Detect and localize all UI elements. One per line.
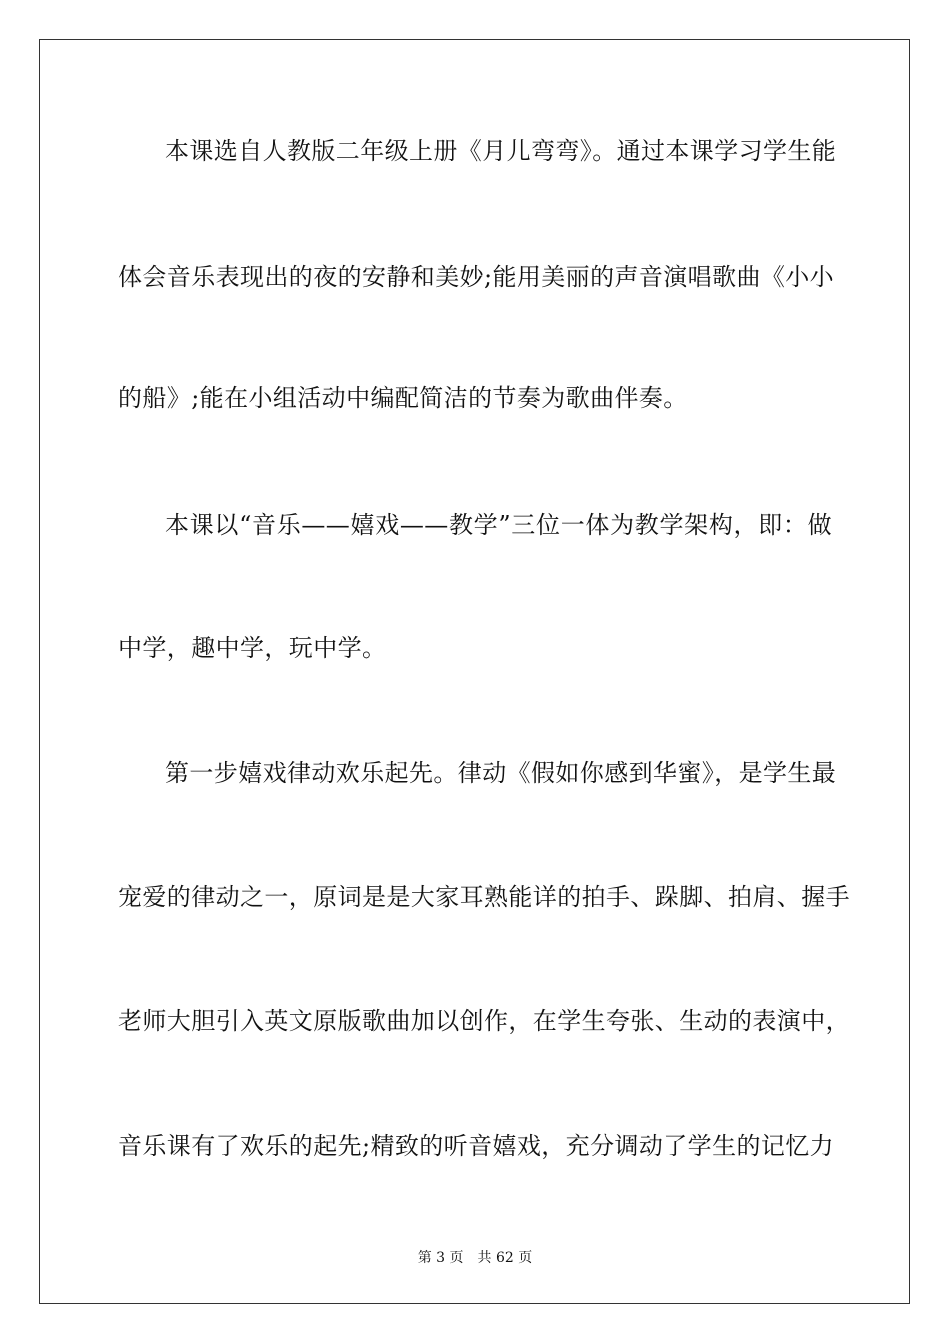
text-line-1: 本课选自人教版二年级上册《月儿弯弯》。通过本课学习学生能 bbox=[165, 137, 837, 165]
page-border bbox=[39, 39, 910, 1304]
text-line-7: 宠爱的律动之一，原词是是大家耳熟能详的拍手、跺脚、拍肩、握手 bbox=[118, 883, 850, 911]
text-line-2: 体会音乐表现出的夜的安静和美妙;能用美丽的声音演唱歌曲《小小 bbox=[118, 263, 835, 291]
text-line-8: 老师大胆引入英文原版歌曲加以创作，在学生夸张、生动的表演中， bbox=[118, 1007, 850, 1035]
text-line-6: 第一步嬉戏律动欢乐起先。律动《假如你感到华蜜》，是学生最 bbox=[165, 759, 837, 787]
text-line-4: 本课以“音乐——嬉戏——教学”三位一体为教学架构，即：做 bbox=[165, 511, 832, 539]
page-number: 第 3 页 bbox=[417, 1250, 464, 1266]
text-line-3: 的船》;能在小组活动中编配简洁的节奏为歌曲伴奏。 bbox=[118, 384, 688, 412]
page-footer bbox=[0, 1249, 950, 1267]
text-line-5: 中学，趣中学，玩中学。 bbox=[118, 634, 387, 662]
total-pages: 共 62 页 bbox=[477, 1250, 533, 1266]
text-line-9: 音乐课有了欢乐的起先;精致的听音嬉戏，充分调动了学生的记忆力 bbox=[118, 1132, 835, 1160]
